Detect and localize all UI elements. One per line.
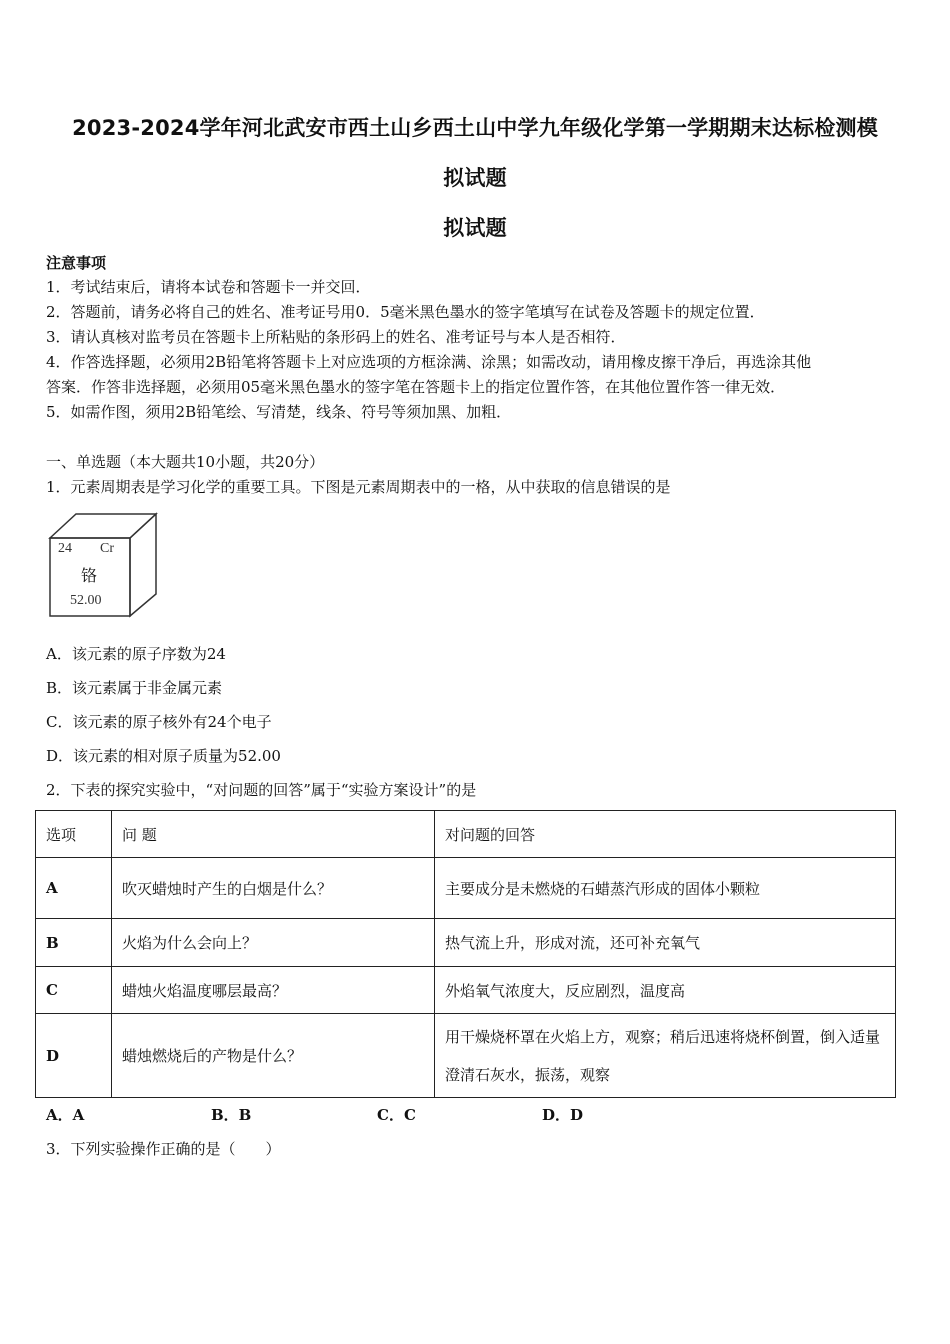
q1-option-c: C．该元素的原子核外有24个电子	[46, 713, 272, 731]
row-option: C	[36, 967, 112, 1014]
question-2-stem: 2．下表的探究实验中，“对问题的回答”属于“实验方案设计”的是	[46, 781, 477, 799]
exam-title-line1: 2023-2024学年河北武安市西土山乡西土山中学九年级化学第一学期期末达标检测模	[72, 116, 878, 140]
row-question: 吹灭蜡烛时产生的白烟是什么？	[112, 858, 435, 919]
row-question: 蜡烛燃烧后的产物是什么？	[112, 1014, 435, 1098]
q2-choice-a: A．A	[46, 1106, 85, 1124]
periodic-element-cell	[48, 512, 160, 618]
row-question: 蜡烛火焰温度哪层最高？	[112, 967, 435, 1014]
q2-choice-b: B．B	[211, 1106, 252, 1124]
notice-heading: 注意事项	[46, 254, 107, 272]
exam-subtitle: 拟试题	[443, 216, 507, 240]
row-answer: 外焰氧气浓度大，反应剧烈，温度高	[435, 967, 896, 1014]
q1-option-a: A．该元素的原子序数为24	[46, 645, 226, 663]
element-name: 铬	[81, 568, 98, 585]
q2-choice-d: D．D	[542, 1106, 584, 1124]
element-cube-drawing	[48, 512, 160, 618]
header-option: 选项	[36, 811, 112, 858]
table-row	[36, 1014, 896, 1098]
row-answer: 主要成分是未燃烧的石蜡蒸汽形成的固体小颗粒	[435, 858, 896, 919]
question-1-stem: 1．元素周期表是学习化学的重要工具。下图是元素周期表中的一格，从中获取的信息错误的是	[46, 478, 671, 496]
table-row	[36, 858, 896, 919]
row-option: B	[36, 919, 112, 967]
row-option: A	[36, 858, 112, 919]
experiment-table	[35, 810, 896, 1098]
table-row	[36, 967, 896, 1014]
atomic-mass: 52.00	[70, 593, 102, 608]
notice-item-1: 1．考试结束后，请将本试卷和答题卡一并交回．	[46, 278, 371, 296]
notice-item-4: 4．作答选择题，必须用2B铅笔将答题卡上对应选项的方框涂满、涂黑；如需改动，请用橡皮擦干净后，再选涂其他	[46, 353, 812, 371]
question-3-stem: 3．下列实验操作正确的是（ ）	[46, 1140, 281, 1158]
table-header-row	[36, 811, 896, 858]
table-row	[36, 919, 896, 967]
row-answer: 热气流上升，形成对流，还可补充氧气	[435, 919, 896, 967]
exam-title-line2: 拟试题	[443, 166, 507, 190]
row-question: 火焰为什么会向上？	[112, 919, 435, 967]
header-question: 问 题	[112, 811, 435, 858]
notice-item-5: 5．如需作图，须用2B铅笔绘、写清楚，线条、符号等须加黑、加粗．	[46, 403, 512, 421]
section-heading: 一、单选题（本大题共10小题，共20分）	[46, 453, 325, 471]
notice-item-2: 2．答题前，请务必将自己的姓名、准考证号用0．5毫米黑色墨水的签字笔填写在试卷及答题卡的规定位置．	[46, 303, 765, 321]
q1-option-b: B．该元素属于非金属元素	[46, 679, 223, 697]
q1-option-d: D．该元素的相对原子质量为52.00	[46, 747, 281, 765]
header-answer: 对问题的回答	[435, 811, 896, 858]
row-option: D	[36, 1014, 112, 1098]
notice-item-3: 3．请认真核对监考员在答题卡上所粘贴的条形码上的姓名、准考证号与本人是否相符．	[46, 328, 626, 346]
row-answer: 用干燥烧杯罩在火焰上方，观察；稍后迅速将烧杯倒置，倒入适量澄清石灰水，振荡，观察	[435, 1014, 896, 1098]
q2-choice-c: C．C	[377, 1106, 416, 1124]
element-symbol: Cr	[100, 541, 114, 556]
notice-item-4-cont: 答案．作答非选择题，必须用05毫米黑色墨水的签字笔在答题卡上的指定位置作答，在其他位置作答一律无效．	[46, 378, 786, 396]
atomic-number: 24	[58, 541, 72, 556]
